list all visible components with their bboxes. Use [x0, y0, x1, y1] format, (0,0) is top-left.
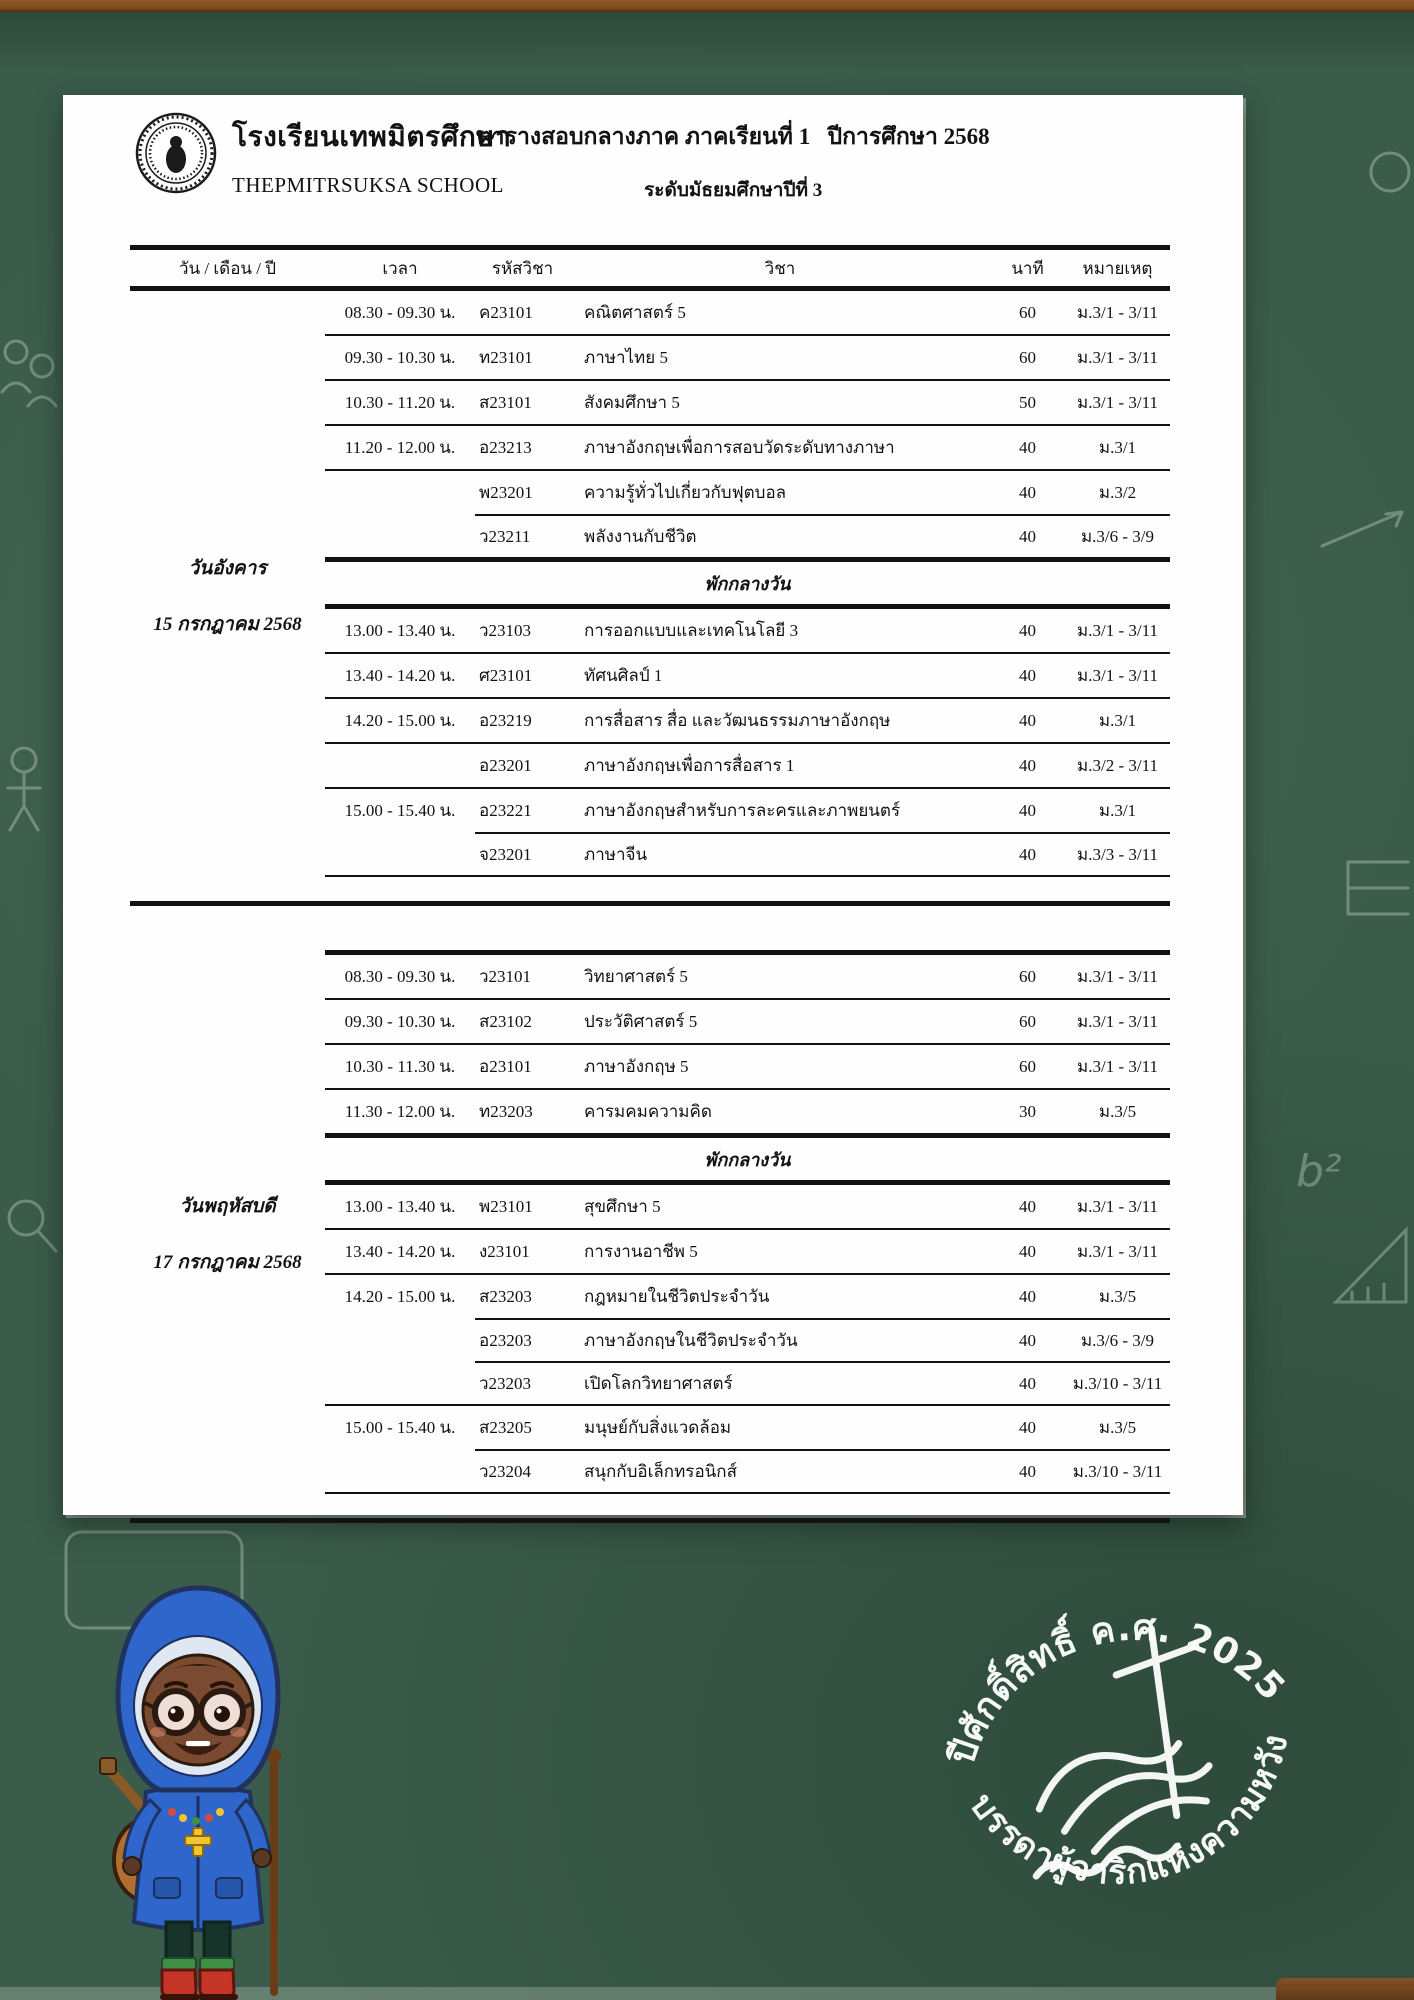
chalk-note-text: b² — [1296, 1146, 1342, 1197]
exam-time — [325, 1318, 475, 1361]
column-header-code: รหัสวิชา — [491, 258, 554, 278]
spacer-row — [325, 875, 1170, 901]
subject-code: ว23211 — [475, 514, 570, 557]
exam-row — [325, 1318, 1170, 1361]
exam-row — [325, 334, 1170, 379]
class-note: ม.3/1 - 3/11 — [1077, 1197, 1158, 1216]
subject-code: อ23201 — [479, 756, 532, 775]
exam-row — [325, 832, 1170, 875]
duration-minutes: 40 — [1019, 755, 1036, 775]
jubilee-cross-and-sails-icon — [991, 1620, 1238, 1883]
exam-time — [325, 1361, 475, 1404]
day-blocks — [130, 291, 1170, 1523]
lunch-break-row: พักกลางวัน — [325, 557, 1170, 609]
subject-name: เปิดโลกวิทยาศาสตร์ — [570, 1361, 990, 1404]
exam-time: 15.00 - 15.40 น. — [344, 1418, 456, 1437]
duration-minutes: 40 — [990, 1449, 1065, 1492]
subject-name: สุขศึกษา 5 — [584, 1197, 661, 1216]
subject-name: พลังงานกับชีวิต — [570, 514, 990, 557]
day-block — [130, 291, 1170, 906]
jubilee-2025-logo — [917, 1569, 1329, 1926]
duration-minutes: 40 — [1019, 1417, 1036, 1437]
document-subtitle: ระดับมัธยมศึกษาปีที่ 3 — [644, 180, 823, 201]
exam-row — [325, 1088, 1170, 1133]
necklace-and-cross-icon — [168, 1808, 224, 1856]
subject-name: ภาษาอังกฤษ 5 — [584, 1057, 689, 1076]
duration-minutes: 40 — [1019, 710, 1036, 730]
mascot-head — [118, 1588, 278, 1790]
exam-table — [130, 245, 1170, 1523]
exam-time: 13.00 - 13.40 น. — [344, 1197, 456, 1216]
exam-time: 11.20 - 12.00 น. — [344, 438, 456, 457]
class-note: ม.3/1 - 3/11 — [1077, 666, 1158, 685]
spacer-row — [325, 1492, 1170, 1518]
subject-name: สนุกกับอิเล็กทรอนิกส์ — [570, 1449, 990, 1492]
subject-name: คารมคมความคิด — [584, 1102, 712, 1121]
subject-code: จ23201 — [475, 832, 570, 875]
guitar-icon — [100, 1758, 186, 1902]
document-title: ตารางสอบกลางภาค ภาคเรียนที่ 1 ปีการศึกษา 2568 — [476, 124, 990, 149]
exam-row — [325, 1043, 1170, 1088]
exam-row — [325, 787, 1170, 832]
exam-row — [325, 1273, 1170, 1318]
day-name: วันพฤหัสบดี — [179, 1196, 276, 1217]
subject-name: วิทยาศาสตร์ 5 — [584, 967, 688, 986]
class-note: ม.3/6 - 3/9 — [1065, 514, 1170, 557]
subject-code: อ23203 — [475, 1318, 570, 1361]
exam-time: 14.20 - 15.00 น. — [344, 1287, 456, 1306]
exam-time: 13.00 - 13.40 น. — [344, 621, 456, 640]
day-rows — [325, 950, 1170, 1518]
school-name-thai: โรงเรียนเทพมิตรศึกษา — [232, 122, 512, 153]
chalk-circle-icon — [1371, 153, 1409, 191]
class-note: ม.3/1 — [1098, 801, 1137, 820]
glasses-icon — [145, 1691, 253, 1733]
column-header-time: เวลา — [382, 258, 418, 278]
exam-row — [325, 1361, 1170, 1404]
duration-minutes: 40 — [1019, 437, 1036, 457]
exam-schedule-document — [63, 95, 1243, 1515]
exam-time: 08.30 - 09.30 น. — [344, 303, 456, 322]
exam-time: 13.40 - 14.20 น. — [344, 666, 456, 685]
duration-minutes: 60 — [1019, 347, 1036, 367]
chalk-person-icon — [8, 748, 40, 830]
exam-time — [325, 1449, 475, 1492]
jubilee-top-arc-text: ปีศักดิ์สิทธิ์ ค.ศ. 2025 — [941, 1607, 1293, 1770]
exam-time: 11.30 - 12.00 น. — [344, 1102, 456, 1121]
day-date: 15 กรกฎาคม 2568 — [153, 614, 302, 635]
column-header-date: วัน / เดือน / ปี — [178, 258, 277, 278]
class-note: ม.3/10 - 3/11 — [1065, 1449, 1170, 1492]
duration-minutes: 60 — [1019, 302, 1036, 322]
class-note: ม.3/5 — [1098, 1287, 1137, 1306]
chalk-frame-doodle — [66, 1532, 242, 1628]
exam-row — [325, 652, 1170, 697]
subject-code: ส23205 — [479, 1418, 532, 1437]
exam-time: 09.30 - 10.30 น. — [344, 348, 456, 367]
exam-row — [325, 1185, 1170, 1228]
subject-name: ภาษาอังกฤษสำหรับการละครและภาพยนตร์ — [584, 801, 901, 820]
class-note: ม.3/2 — [1098, 483, 1137, 502]
exam-time: 09.30 - 10.30 น. — [344, 1012, 456, 1031]
exam-time: 13.40 - 14.20 น. — [344, 1242, 456, 1261]
school-names — [232, 115, 511, 198]
class-note: ม.3/10 - 3/11 — [1065, 1361, 1170, 1404]
day-block — [130, 950, 1170, 1523]
class-note: ม.3/1 - 3/11 — [1077, 1057, 1158, 1076]
subject-code: อ23213 — [479, 438, 532, 457]
class-note: ม.3/1 - 3/11 — [1077, 967, 1158, 986]
chalk-ruler-icon — [1336, 1230, 1406, 1302]
lunch-break-row: พักกลางวัน — [325, 1133, 1170, 1185]
chalk-arrow-icon — [1322, 512, 1402, 546]
subject-code: อ23101 — [479, 1057, 532, 1076]
exam-time — [325, 744, 475, 787]
class-note: ม.3/1 - 3/11 — [1077, 1012, 1158, 1031]
subject-code: พ23201 — [479, 483, 533, 502]
class-note: ม.3/5 — [1098, 1418, 1137, 1437]
day-date: 17 กรกฎาคม 2568 — [153, 1252, 302, 1273]
class-note: ม.3/1 - 3/11 — [1077, 303, 1158, 322]
exam-row — [325, 469, 1170, 514]
class-note: ม.3/1 - 3/11 — [1077, 1242, 1158, 1261]
subject-code: ว23103 — [479, 621, 532, 640]
subject-code: ว23204 — [475, 1449, 570, 1492]
wood-frame-corner — [1276, 1978, 1414, 2000]
subject-name: การสื่อสาร สื่อ และวัฒนธรรมภาษาอังกฤษ — [584, 711, 891, 730]
subject-code: ส23203 — [479, 1287, 532, 1306]
exam-time — [325, 471, 475, 514]
column-header-subject: วิชา — [764, 258, 796, 278]
day-date-cell — [130, 291, 325, 901]
school-name-english: THEPMITRSUKSA SCHOOL — [232, 173, 504, 197]
class-note: ม.3/1 - 3/11 — [1077, 621, 1158, 640]
duration-minutes: 40 — [1019, 1286, 1036, 1306]
class-note: ม.3/1 - 3/11 — [1077, 393, 1158, 412]
class-note: ม.3/6 - 3/9 — [1065, 1318, 1170, 1361]
title-block — [477, 119, 990, 205]
exam-row — [325, 609, 1170, 652]
duration-minutes: 60 — [1019, 1011, 1036, 1031]
exam-time: 14.20 - 15.00 น. — [344, 711, 456, 730]
exam-time: 15.00 - 15.40 น. — [344, 801, 456, 820]
table-header-row — [130, 245, 1170, 291]
class-note: ม.3/1 - 3/11 — [1077, 348, 1158, 367]
duration-minutes: 40 — [990, 1361, 1065, 1404]
class-note: ม.3/5 — [1098, 1102, 1137, 1121]
subject-code: ว23101 — [479, 967, 532, 986]
subject-name: การงานอาชีพ 5 — [584, 1242, 698, 1261]
subject-code: ง23101 — [479, 1242, 530, 1261]
column-header-minutes: นาที — [1011, 258, 1044, 278]
duration-minutes: 40 — [1019, 800, 1036, 820]
duration-minutes: 40 — [1019, 1241, 1036, 1261]
duration-minutes: 50 — [1019, 392, 1036, 412]
duration-minutes: 60 — [1019, 966, 1036, 986]
chalk-tray-band — [0, 1987, 1414, 2000]
subject-code: ท23101 — [479, 348, 533, 367]
day-date-cell — [130, 950, 325, 1518]
class-note: ม.3/2 - 3/11 — [1077, 756, 1158, 775]
subject-name: การออกแบบและเทคโนโลยี 3 — [584, 621, 799, 640]
duration-minutes: 40 — [990, 1318, 1065, 1361]
duration-minutes: 30 — [1019, 1101, 1036, 1121]
subject-name: ประวัติศาสตร์ 5 — [584, 1012, 698, 1031]
exam-row — [325, 950, 1170, 998]
exam-time — [325, 514, 475, 557]
duration-minutes: 40 — [1019, 665, 1036, 685]
exam-row — [325, 742, 1170, 787]
duration-minutes: 40 — [990, 832, 1065, 875]
jubilee-bottom-arc-text: บรรดาผู้จาริกแห่งความหวัง — [961, 1730, 1297, 1893]
wood-frame-top — [0, 0, 1414, 12]
subject-code: ค23101 — [479, 303, 533, 322]
exam-row — [325, 291, 1170, 334]
mascot-body — [123, 1787, 271, 1930]
chalk-magnifier-icon — [9, 1201, 56, 1251]
subject-code: ว23203 — [475, 1361, 570, 1404]
class-note: ม.3/1 — [1098, 711, 1137, 730]
subject-name: มนุษย์กับสิ่งแวดล้อม — [584, 1418, 732, 1437]
exam-row — [325, 1404, 1170, 1449]
duration-minutes: 40 — [1019, 482, 1036, 502]
subject-name: ภาษาไทย 5 — [584, 348, 668, 367]
subject-code: ศ23101 — [479, 666, 533, 685]
subject-code: ส23101 — [479, 393, 532, 412]
class-note: ม.3/1 — [1098, 438, 1137, 457]
exam-row — [325, 998, 1170, 1043]
exam-row — [325, 1228, 1170, 1273]
document-header — [130, 111, 1170, 229]
subject-name: ภาษาจีน — [570, 832, 990, 875]
class-note: ม.3/3 - 3/11 — [1065, 832, 1170, 875]
exam-row — [325, 697, 1170, 742]
exam-time: 10.30 - 11.30 น. — [344, 1057, 456, 1076]
exam-row — [325, 424, 1170, 469]
exam-time — [325, 832, 475, 875]
duration-minutes: 60 — [1019, 1056, 1036, 1076]
subject-code: พ23101 — [479, 1197, 533, 1216]
subject-name: ทัศนศิลป์ 1 — [584, 666, 663, 685]
exam-time: 10.30 - 11.20 น. — [344, 393, 456, 412]
exam-row — [325, 514, 1170, 557]
exam-row — [325, 1449, 1170, 1492]
subject-name: ความรู้ทั่วไปเกี่ยวกับฟุตบอล — [584, 483, 787, 502]
duration-minutes: 40 — [990, 514, 1065, 557]
duration-minutes: 40 — [1019, 1196, 1036, 1216]
subject-code: อ23221 — [479, 801, 532, 820]
subject-code: ส23102 — [479, 1012, 532, 1031]
subject-name: สังคมศึกษา 5 — [584, 393, 680, 412]
subject-name: ภาษาอังกฤษเพื่อการสอบวัดระดับทางภาษา — [584, 438, 895, 457]
subject-name: กฎหมายในชีวิตประจำวัน — [584, 1287, 770, 1306]
duration-minutes: 40 — [1019, 620, 1036, 640]
subject-name: ภาษาอังกฤษในชีวิตประจำวัน — [570, 1318, 990, 1361]
mascot-character — [100, 1588, 281, 2000]
chalk-people-icon — [2, 341, 56, 406]
column-header-note: หมายเหตุ — [1082, 258, 1153, 278]
school-logo — [134, 111, 218, 195]
day-rows — [325, 291, 1170, 901]
subject-name: คณิตศาสตร์ 5 — [584, 303, 686, 322]
day-block-gap — [130, 906, 1170, 950]
subject-name: ภาษาอังกฤษเพื่อการสื่อสาร 1 — [584, 756, 795, 775]
day-name: วันอังคาร — [188, 558, 267, 579]
exam-row — [325, 379, 1170, 424]
exam-time: 08.30 - 09.30 น. — [344, 967, 456, 986]
subject-code: อ23219 — [479, 711, 532, 730]
staff-icon — [267, 1749, 281, 1992]
chalk-shelf-icon — [1348, 862, 1408, 914]
subject-code: ท23203 — [479, 1102, 533, 1121]
